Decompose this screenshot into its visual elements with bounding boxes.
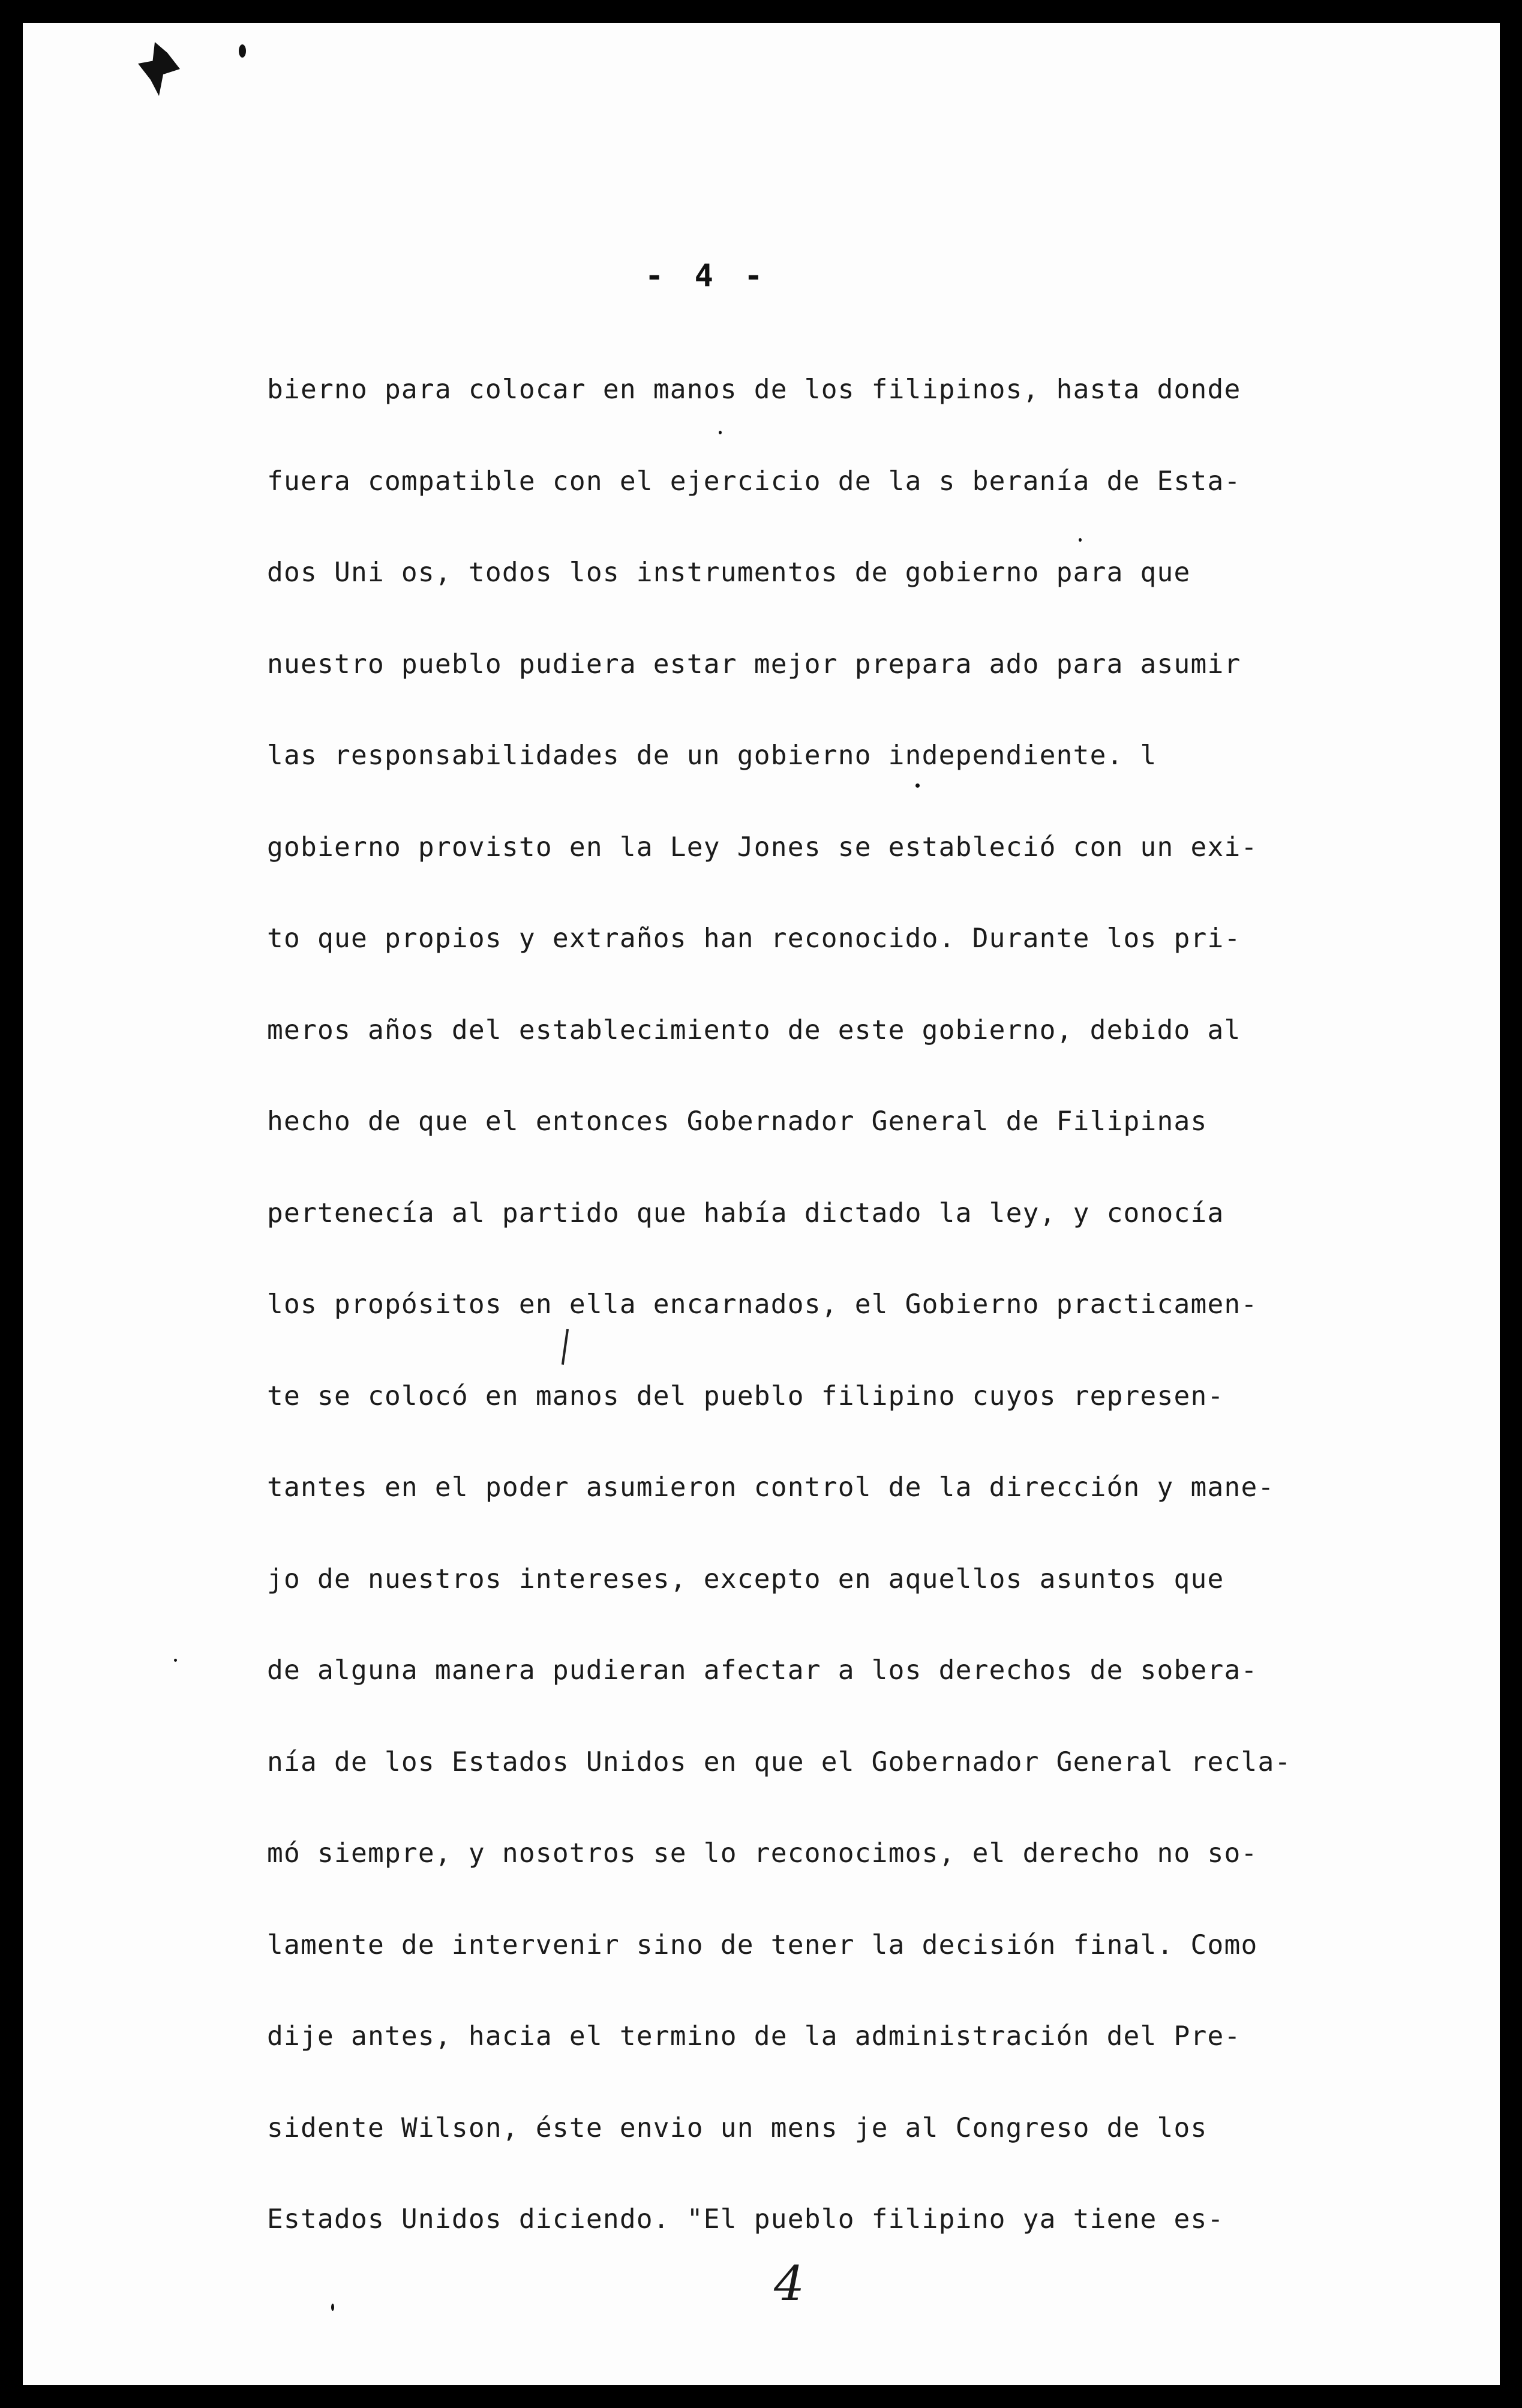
text-line: de alguna manera pudieran afectar a los derechos de sobera- [267, 1655, 1258, 1686]
text-line: jo de nuestros intereses, excepto en aquellos asuntos que [267, 1563, 1224, 1595]
text-line: nuestro pueblo pudiera estar mejor prepara ado para asumir [267, 648, 1241, 680]
text-line: los propósitos en ella encarnados, el Gobierno practicamen- [267, 1289, 1258, 1320]
text-line: hecho de que el entonces Gobernador General de Filipinas [267, 1106, 1208, 1137]
text-line: fuera compatible con el ejercicio de la s beranía de Esta- [267, 466, 1241, 497]
ink-speck [174, 1659, 177, 1662]
ink-speck [331, 2304, 334, 2311]
ink-speck [239, 44, 246, 58]
text-line: mó siempre, y nosotros se lo reconocimos, el derecho no so- [267, 1838, 1258, 1869]
text-line: dije antes, hacia el termino de la administración del Pre- [267, 2021, 1241, 2052]
text-line: lamente de intervenir sino de tener la decisión final. Como [267, 1929, 1258, 1960]
text-line: Estados Unidos diciendo. "El pueblo filipino ya tiene es- [267, 2204, 1224, 2235]
page-number: - 4 - [645, 258, 769, 294]
text-line: pertenecía al partido que había dictado la ley, y conocía [267, 1197, 1224, 1229]
text-line: to que propios y extraños han reconocido. Durante los pri- [267, 923, 1241, 954]
handwritten-folio-number: 4 [774, 2256, 804, 2311]
text-line: dos Uni os, todos los instrumentos de gobierno para que [267, 557, 1191, 588]
text-line: nía de los Estados Unidos en que el Gobernador General recla- [267, 1746, 1292, 1778]
text-line: te se colocó en manos del pueblo filipino cuyos represen- [267, 1380, 1224, 1412]
text-line: tantes en el poder asumieron control de la dirección y mane- [267, 1472, 1275, 1503]
text-line: sidente Wilson, éste envio un mens je al Congreso de los [267, 2112, 1208, 2143]
typed-text-body [267, 374, 1377, 2298]
text-line: bierno para colocar en manos de los filipinos, hasta donde [267, 374, 1241, 405]
text-line: las responsabilidades de un gobierno independiente. l [267, 740, 1157, 771]
text-line: meros años del establecimiento de este gobierno, debido al [267, 1014, 1241, 1046]
text-line: gobierno provisto en la Ley Jones se estableció con un exi- [267, 831, 1258, 863]
